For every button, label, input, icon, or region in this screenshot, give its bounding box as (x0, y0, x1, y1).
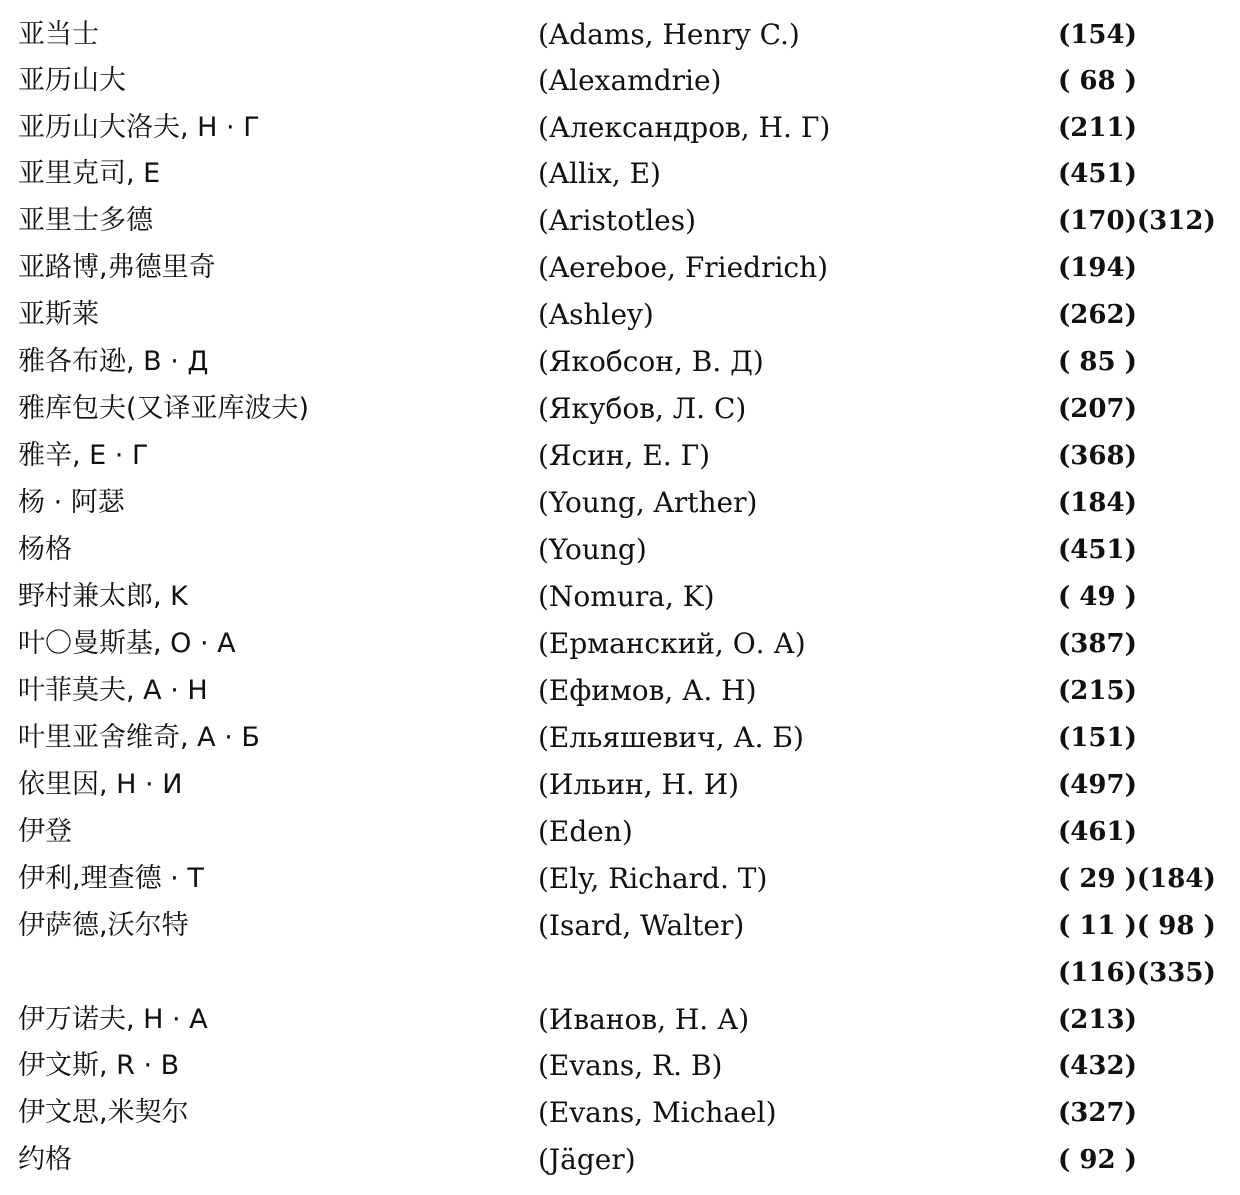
index-entry (0, 809, 1240, 855)
chinese-name: 伊登 (18, 816, 72, 847)
chinese-name: 亚斯莱 (18, 299, 99, 330)
chinese-name: 亚里克司, E (18, 158, 161, 189)
original-name: (Nomura, K) (538, 580, 715, 613)
page-reference: (116)(335) (1058, 958, 1216, 988)
chinese-name: 亚历山大 (18, 65, 126, 96)
index-entry (0, 762, 1240, 808)
chinese-name: 雅辛, Е · Г (18, 440, 149, 471)
chinese-name: 伊文斯, R · B (18, 1050, 180, 1081)
original-name: (Aristotles) (538, 204, 697, 237)
page-reference: (170)(312) (1058, 206, 1216, 236)
chinese-name: 亚历山大洛夫, Н · Г (18, 112, 260, 143)
original-name: (Adams, Henry C.) (538, 18, 800, 51)
original-name: (Якубов, Л. С) (538, 392, 747, 425)
original-name: (Ashley) (538, 298, 654, 331)
index-entry (0, 245, 1240, 291)
original-name: (Jäger) (538, 1143, 636, 1176)
original-name: (Young, Arther) (538, 486, 758, 519)
page-reference: ( 85 ) (1058, 347, 1137, 377)
index-entry (0, 574, 1240, 620)
index-entry (0, 58, 1240, 104)
original-name: (Isard, Walter) (538, 909, 745, 942)
chinese-name: 杨格 (18, 534, 72, 565)
chinese-name: 约格 (18, 1144, 72, 1175)
original-name: (Evans, R. B) (538, 1049, 723, 1082)
index-entry (0, 386, 1240, 432)
chinese-name: 伊利,理查德 · T (18, 863, 204, 894)
original-name: (Ефимов, А. Н) (538, 674, 757, 707)
index-entry (0, 715, 1240, 761)
original-name: (Young) (538, 533, 647, 566)
page-reference: (451) (1058, 535, 1137, 565)
original-name: (Ельяшевич, А. Б) (538, 721, 804, 754)
page-reference: (184) (1058, 488, 1137, 518)
page-reference: (154) (1058, 20, 1137, 50)
index-entry (0, 856, 1240, 902)
page-reference: (387) (1058, 629, 1137, 659)
page-reference: (451) (1058, 159, 1137, 189)
chinese-name: 亚路博,弗德里奇 (18, 252, 216, 283)
page-reference: (461) (1058, 817, 1137, 847)
chinese-name: 叶〇曼斯基, О · А (18, 628, 236, 659)
original-name: (Якобсон, В. Д) (538, 345, 764, 378)
index-entry (0, 1043, 1240, 1089)
original-name: (Eden) (538, 815, 633, 848)
index-entry (0, 903, 1240, 949)
original-name: (Allix, E) (538, 157, 661, 190)
index-entry (0, 1137, 1240, 1183)
original-name: (Александров, Н. Г) (538, 111, 831, 144)
page-reference: ( 92 ) (1058, 1145, 1137, 1175)
index-entry (0, 480, 1240, 526)
chinese-name: 杨 · 阿瑟 (18, 487, 125, 518)
page-reference: ( 11 )( 98 ) (1058, 911, 1216, 941)
index-entry (0, 433, 1240, 479)
original-name: (Ясин, Е. Г) (538, 439, 711, 472)
original-name: (Alexamdrie) (538, 64, 722, 97)
chinese-name: 叶菲莫夫, А · Н (18, 675, 208, 706)
page-reference: (194) (1058, 253, 1137, 283)
original-name: (Evans, Michael) (538, 1096, 777, 1129)
original-name: (Aereboe, Friedrich) (538, 251, 829, 284)
page-reference: ( 68 ) (1058, 66, 1137, 96)
original-name: (Ильин, Н. И) (538, 768, 740, 801)
index-entry (0, 1090, 1240, 1136)
page-reference: (432) (1058, 1051, 1137, 1081)
index-entry (0, 621, 1240, 667)
chinese-name: 依里因, Н · И (18, 769, 183, 800)
page-reference: (497) (1058, 770, 1137, 800)
page-reference: (213) (1058, 1005, 1137, 1035)
original-name: (Ерманский, О. А) (538, 627, 806, 660)
chinese-name: 叶里亚舍维奇, А · Б (18, 722, 260, 753)
page-reference: (151) (1058, 723, 1137, 753)
index-entry (0, 339, 1240, 385)
original-name: (Ely, Richard. T) (538, 862, 768, 895)
index-entry (0, 151, 1240, 197)
chinese-name: 亚当士 (18, 19, 99, 50)
chinese-name: 伊文思,米契尔 (18, 1097, 189, 1128)
index-entry-continuation (0, 950, 1240, 996)
chinese-name: 伊萨德,沃尔特 (18, 910, 189, 941)
chinese-name: 亚里士多德 (18, 205, 153, 236)
page-reference: (207) (1058, 394, 1137, 424)
page-reference: (211) (1058, 113, 1137, 143)
index-entry (0, 997, 1240, 1043)
page-reference: (368) (1058, 441, 1137, 471)
page-reference: (327) (1058, 1098, 1137, 1128)
page-reference: (215) (1058, 676, 1137, 706)
index-entry (0, 668, 1240, 714)
original-name: (Иванов, Н. А) (538, 1003, 750, 1036)
page-reference: ( 29 )(184) (1058, 864, 1216, 894)
index-entry (0, 105, 1240, 151)
index-entry (0, 292, 1240, 338)
index-entry (0, 12, 1240, 58)
page-reference: (262) (1058, 300, 1137, 330)
page-reference: ( 49 ) (1058, 582, 1137, 612)
chinese-name: 野村兼太郎, K (18, 581, 188, 612)
chinese-name: 伊万诺夫, Н · А (18, 1004, 208, 1035)
index-entry (0, 527, 1240, 573)
chinese-name: 雅各布逊, В · Д (18, 346, 209, 377)
index-entry (0, 198, 1240, 244)
chinese-name: 雅库包夫(又译亚库波夫) (18, 393, 310, 424)
